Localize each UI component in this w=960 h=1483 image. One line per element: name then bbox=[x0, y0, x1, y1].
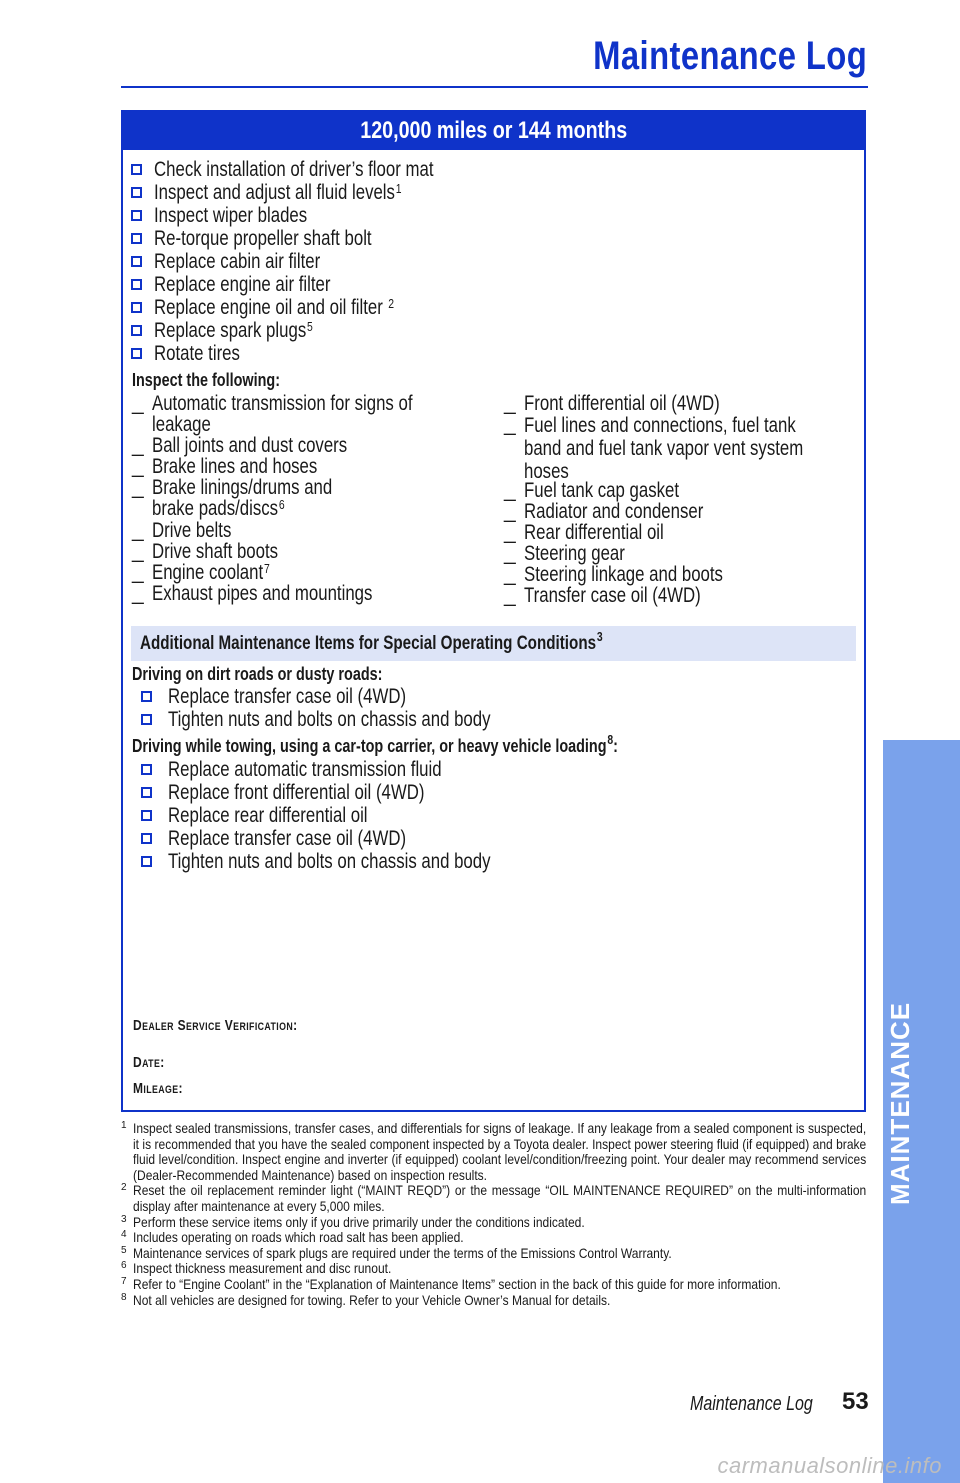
checkbox[interactable] bbox=[131, 187, 142, 198]
inspect-item: _ Steering gear bbox=[504, 542, 625, 565]
page-number: 53 bbox=[842, 1388, 869, 1415]
maintenance-log-box bbox=[121, 110, 866, 1112]
inspect-heading: Inspect the following: bbox=[132, 370, 280, 390]
checkbox[interactable] bbox=[131, 164, 142, 175]
checklist-item-label: Re-torque propeller shaft bolt bbox=[154, 227, 372, 250]
inspect-item: _ Fuel lines and connections, fuel tank band and fuel tank vapor vent system hoses bbox=[504, 413, 804, 483]
checkbox[interactable] bbox=[131, 325, 142, 336]
checklist-item-label: Replace automatic transmission fluid bbox=[168, 758, 442, 781]
inspect-item: _ Steering linkage and boots bbox=[504, 563, 723, 586]
inspect-item: _ Fuel tank cap gasket bbox=[504, 479, 680, 502]
footnote: 1 Inspect sealed transmissions, transfer cases, and differentials for signs of leakage. If any leakage from a sealed component is suspected, it is recommended that you have the sealed component inspected by a Toyota dealer. Inspect power steering fluid (if equipped) and brake fluid level/condition. Inspect engine and inverter (if equipped) coolant level/condition/freezing point. Your dealer may recommend services (Dealer-Recommended Maintenance) based on inspection results. bbox=[121, 1120, 867, 1183]
inspect-list-left bbox=[132, 393, 482, 604]
inspect-item: _ Brake lines and hoses bbox=[132, 455, 318, 478]
checkbox[interactable] bbox=[131, 233, 142, 244]
checklist-item-label: Replace cabin air filter bbox=[154, 250, 321, 273]
inspect-item: _ Automatic transmission for signs of leakage bbox=[132, 392, 413, 436]
title-rule bbox=[121, 86, 868, 88]
inspect-item: _ Rear differential oil bbox=[504, 521, 664, 544]
checklist-item-label: Replace engine oil and oil filter bbox=[154, 296, 388, 319]
checklist-item-label: Replace transfer case oil (4WD) bbox=[168, 827, 407, 850]
inspect-item: _ Exhaust pipes and mountings bbox=[132, 582, 373, 605]
footnote-ref: 6 bbox=[278, 497, 285, 512]
footnote: 8 Not all vehicles are designed for towing. Refer to your Vehicle Owner’s Manual for details. bbox=[121, 1291, 611, 1308]
checklist-item-label: Inspect and adjust all fluid levels bbox=[154, 181, 395, 204]
footnotes bbox=[121, 1121, 868, 1308]
checklist-item-label: Inspect wiper blades bbox=[154, 204, 308, 227]
footnote-ref: 5 bbox=[307, 319, 313, 334]
footnote: 2 Reset the oil replacement reminder light (“MAINT REQD”) or the message “OIL MAINTENANCE REQUIRED” on the multi-information display after maintenance at every 5,000 miles. bbox=[121, 1182, 867, 1214]
mileage-label: Mileage: bbox=[133, 1080, 183, 1097]
checkbox[interactable] bbox=[131, 256, 142, 267]
checklist-item-label: Replace rear differential oil bbox=[168, 804, 368, 827]
inspect-item: _ Drive belts bbox=[132, 519, 232, 542]
inspect-item: _ Brake linings/drums and brake pads/discs$^6$ bbox=[132, 476, 333, 520]
footnote-ref: 7 bbox=[263, 561, 270, 576]
page-title: Maintenance Log bbox=[592, 34, 867, 78]
inspect-item: _ Ball joints and dust covers bbox=[132, 434, 348, 457]
watermark: carmanualsonline.info bbox=[717, 1453, 942, 1478]
checkbox[interactable] bbox=[141, 833, 152, 844]
checkbox[interactable] bbox=[131, 279, 142, 290]
checkbox[interactable] bbox=[141, 856, 152, 867]
checklist-item-label: Check installation of driver’s floor mat bbox=[154, 158, 434, 181]
inspect-item: _ Engine coolant$^7$ bbox=[132, 561, 270, 584]
footnote-ref: 1 bbox=[395, 181, 402, 196]
footnote-ref: 3 bbox=[596, 629, 603, 644]
inspect-list-right bbox=[504, 393, 854, 606]
inspect-item: _ Front differential oil (4WD) bbox=[504, 392, 720, 415]
footnote: 6 Inspect thickness measurement and disc runout. bbox=[121, 1260, 392, 1277]
footnote: 3 Perform these service items only if you drive primarily under the conditions indicated. bbox=[121, 1213, 585, 1230]
checkbox[interactable] bbox=[131, 210, 142, 221]
interval-header bbox=[123, 112, 864, 150]
checklist-item-label: Replace transfer case oil (4WD) bbox=[168, 685, 407, 708]
side-tab-label: MAINTENANCE bbox=[885, 1001, 915, 1205]
inspect-item: _ Transfer case oil (4WD) bbox=[504, 584, 701, 607]
dealer-verification-label: Dealer Service Verification: bbox=[133, 1017, 298, 1034]
checklist-item-label: Replace front differential oil (4WD) bbox=[168, 781, 425, 804]
checkbox[interactable] bbox=[141, 691, 152, 702]
checkbox[interactable] bbox=[141, 787, 152, 798]
checklist-item-label: Replace spark plugs bbox=[154, 319, 307, 342]
additional-maintenance-title: Additional Maintenance Items for Special Operating Conditions bbox=[140, 633, 597, 654]
towing-heading: Driving while towing, using a car-top carrier, or heavy vehicle loading$^8$: bbox=[132, 732, 618, 756]
checklist-item-label: Tighten nuts and bolts on chassis and body bbox=[168, 708, 491, 731]
date-label: Date: bbox=[133, 1054, 165, 1071]
footnote: 5 Maintenance services of spark plugs are required under the terms of the Emissions Control Warranty. bbox=[121, 1244, 672, 1261]
checkbox[interactable] bbox=[141, 764, 152, 775]
checkbox[interactable] bbox=[141, 714, 152, 725]
inspect-item: _ Drive shaft boots bbox=[132, 540, 279, 563]
checklist-item-label: Replace engine air filter bbox=[154, 273, 331, 296]
inspect-item: _ Radiator and condenser bbox=[504, 500, 704, 523]
footnote: 7 Refer to “Engine Coolant” in the “Explanation of Maintenance Items” section in the back of this guide for more information. bbox=[121, 1275, 781, 1292]
interval-title: 120,000 miles or 144 months bbox=[360, 117, 627, 144]
footer-section-label: Maintenance Log bbox=[690, 1393, 813, 1415]
dirt-roads-heading: Driving on dirt roads or dusty roads: bbox=[132, 664, 383, 684]
checklist-item-label: Tighten nuts and bolts on chassis and body bbox=[168, 850, 491, 873]
checklist-item-label: Rotate tires bbox=[154, 342, 240, 365]
checkbox[interactable] bbox=[131, 302, 142, 313]
footnote: 4 Includes operating on roads which road salt has been applied. bbox=[121, 1229, 464, 1246]
footnote-ref: 2 bbox=[388, 296, 395, 311]
checkbox[interactable] bbox=[131, 348, 142, 359]
additional-maintenance-band bbox=[131, 626, 856, 661]
footnote-ref: 8 bbox=[607, 732, 614, 747]
checkbox[interactable] bbox=[141, 810, 152, 821]
